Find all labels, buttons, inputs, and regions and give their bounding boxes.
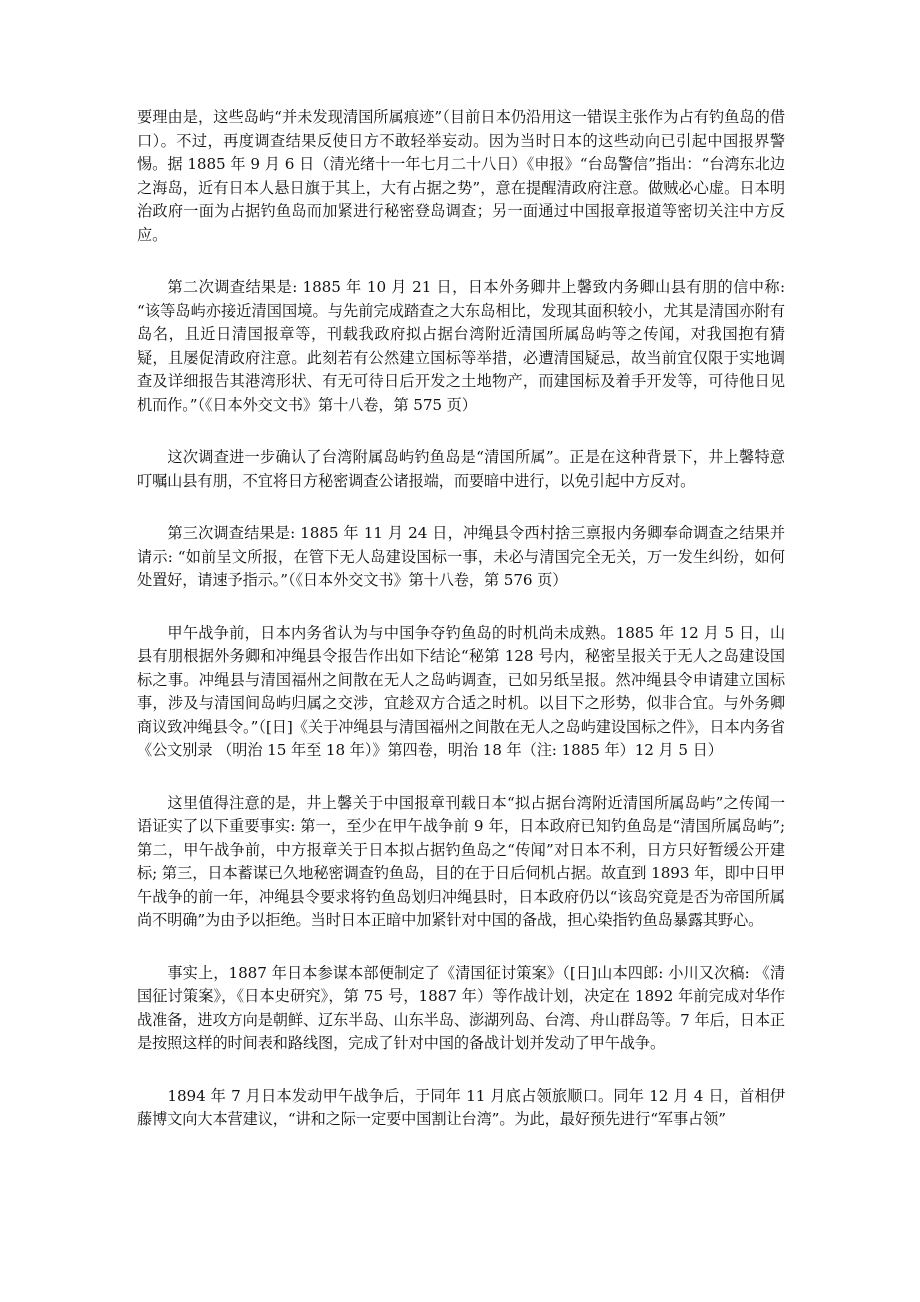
paragraph-6: 这里值得注意的是，井上馨关于中国报章刊载日本“拟占据台湾附近清国所属岛屿”之传闻一语证实了以下重要事实: 第一，至少在甲午战争前 9 年，日本政府已知钓鱼岛是“清国所属岛屿”; 第二，甲午战争前，中方报章关于日本拟占据钓鱼岛之“传闻”对日本不利，日方只好暂缓公开建标; 第三，日本蓄谋已久地秘密调查钓鱼岛，目的在于日后伺机占据。故直到 1893 年，即中日甲午战争的前一年，冲绳县令要求将钓鱼岛划归冲绳县时，日本政府仍以“该岛究竟是否为帝国所属尚不明确”为由予以拒绝。当时日本正暗中加紧针对中国的备战，担心染指钓鱼岛暴露其野心。 [137, 793, 785, 929]
paragraph-3: 这次调查进一步确认了台湾附属岛屿钓鱼岛是“清国所属”。正是在这种背景下，井上馨特意叮嘱山县有朋，不宜将日方秘密调查公诸报端，而要暗中进行，以免引起中方反对。 [137, 448, 785, 490]
paragraph-7: 事实上，1887 年日本参谋本部便制定了《清国征讨策案》（[日]山本四郎: 小川又次稿: 《清国征讨策案》，《日本史研究》，第 75 号，1887 年）等作战计划，决定在 1892 年前完成对华作战准备，进攻方向是朝鲜、辽东半岛、山东半岛、澎湖列岛、台湾、舟山群岛等。7 年后，日本正是按照这样的时间表和路线图，完成了针对中国的备战计划并发动了甲午战争。 [137, 963, 785, 1052]
paragraph-5: 甲午战争前，日本内务省认为与中国争夺钓鱼岛的时机尚未成熟。1885 年 12 月 5 日，山县有朋根据外务卿和冲绳县令报告作出如下结论“秘第 128 号内，秘密呈报关于无人之岛建设国标之事。冲绳县与清国福州之间散在无人之岛屿调查，已如另纸呈报。然冲绳县令申请建立国标事，涉及与清国间岛屿归属之交涉，宜趁双方合适之时机。以目下之形势，似非合宜。与外务卿商议致冲绳县令。”（[日]《关于冲绳县与清国福州之间散在无人之岛屿建设国标之件》，日本内务省《公文别录 （明治 15 年至 18 年）》第四卷，明治 18 年（注: 1885 年）12 月 5 日） [137, 623, 785, 759]
paragraph-2: 第二次调查结果是: 1885 年 10 月 21 日，日本外务卿井上馨致内务卿山县有朋的信中称: “该等岛屿亦接近清国国境。与先前完成踏查之大东岛相比，发现其面积较小，尤其是清国亦附有岛名，且近日清国报章等，刊载我政府拟占据台湾附近清国所属岛屿等之传闻，对我国抱有猜疑，且屡促清政府注意。此刻若有公然建立国标等举措，必遭清国疑忌，故当前宜仅限于实地调查及详细报告其港湾形状、有无可待日后开发之土地物产，而建国标及着手开发等，可待他日见机而作。”（《日本外交文书》第十八卷，第 575 页） [137, 278, 785, 414]
document-page [137, 106, 785, 1161]
paragraph-4: 第三次调查结果是: 1885 年 11 月 24 日，冲绳县令西村捨三禀报内务卿奉命调查之结果并请示: “如前呈文所报，在管下无人岛建设国标一事，未必与清国完全无关，万一发生纠纷，如何处置好，请速予指示。”（《日本外交文书》第十八卷，第 576 页） [137, 524, 785, 589]
paragraph-1: 要理由是，这些岛屿“并未发现清国所属痕迹”（目前日本仍沿用这一错误主张作为占有钓鱼岛的借口）。不过，再度调查结果反使日方不敢轻举妄动。因为当时日本的这些动向已引起中国报界警惕。据 1885 年 9 月 6 日（清光绪十一年七月二十八日）《申报》“台岛警信”指出：“台湾东北边之海岛，近有日本人悬日旗于其上，大有占据之势”，意在提醒清政府注意。做贼必心虚。日本明治政府一面为占据钓鱼岛而加紧进行秘密登岛调查；另一面通过中国报章报道等密切关注中方反应。 [137, 108, 785, 244]
paragraph-8: 1894 年 7 月日本发动甲午战争后，于同年 11 月底占领旅顺口。同年 12 月 4 日，首相伊藤博文向大本营建议，“讲和之际一定要中国割让台湾”。为此，最好预先进行“军事占领” [137, 1086, 785, 1128]
